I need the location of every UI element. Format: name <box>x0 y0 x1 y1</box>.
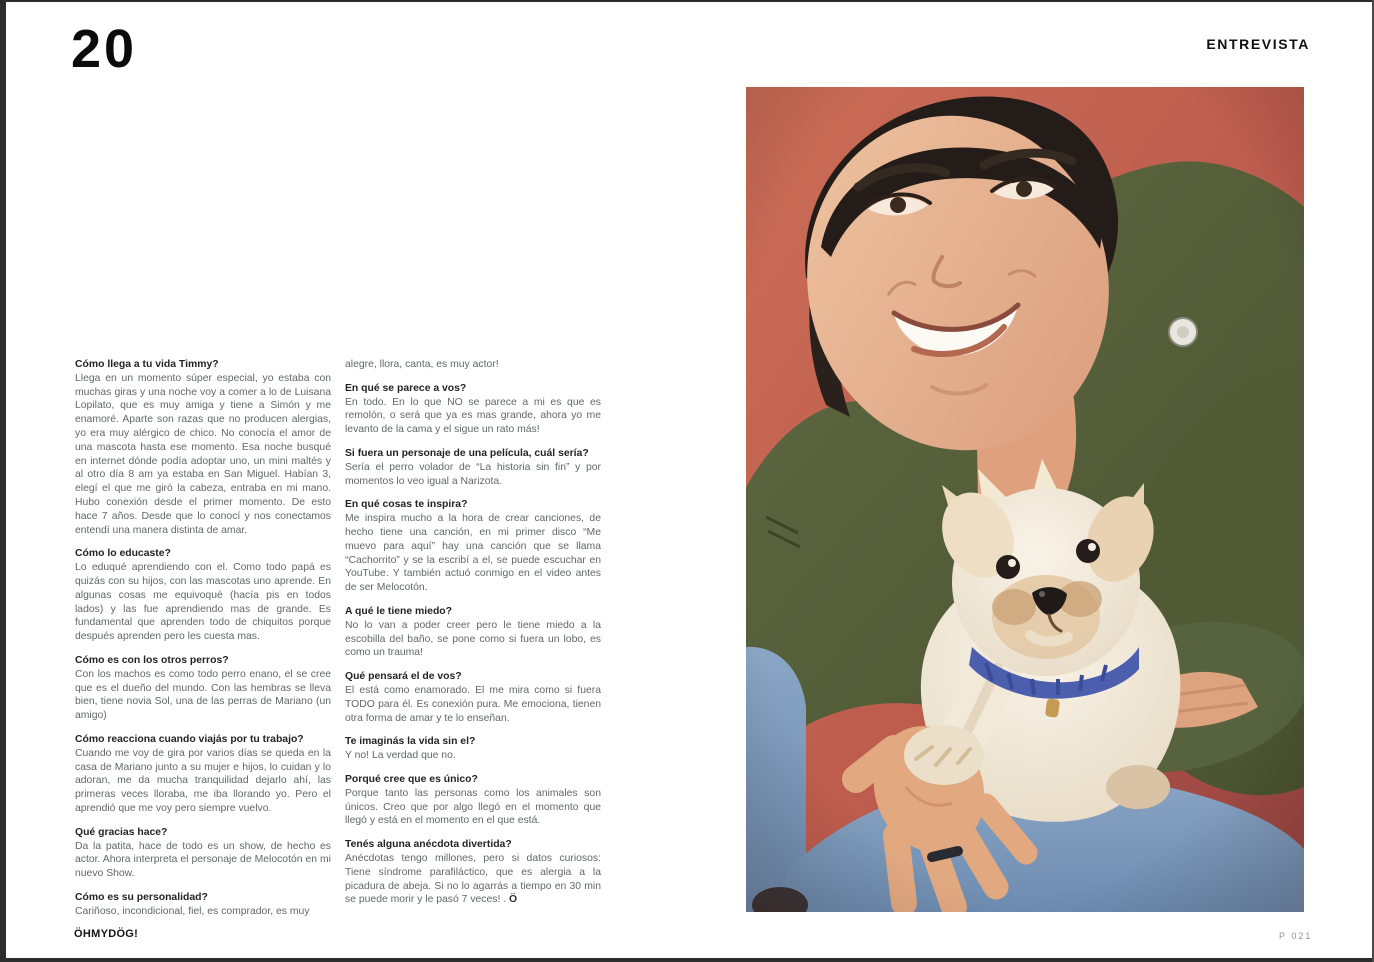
question: En qué se parece a vos? <box>345 382 467 394</box>
question: En qué cosas te inspira? <box>345 499 468 511</box>
qa-block <box>345 838 601 907</box>
article-body <box>75 358 602 918</box>
question: Cómo es su personalidad? <box>75 891 208 903</box>
question: Qué gracias hace? <box>75 826 168 838</box>
man-with-dog-illustration <box>746 87 1304 912</box>
answer-continuation: alegre, llora, canta, es muy actor! <box>345 359 499 370</box>
magazine-logo: ÖHMYDÖG! <box>74 928 139 940</box>
question: A qué le tiene miedo? <box>345 605 453 617</box>
answer: Me inspira mucho a la hora de crear canciones, de hecho tiene una canción, en mi primer disco “Me muevo para aquí” hay una canción que se llama “Cachorrito” y se la escribí a el, se puede escuchar en YouTube. Y también actuó conmigo en el video antes de ser Melocotón. <box>345 513 601 594</box>
interview-photo <box>746 87 1304 912</box>
article-end-mark-icon: Ö <box>509 894 518 906</box>
qa-block <box>75 654 331 723</box>
question: Te imaginás la vida sin el? <box>345 736 476 748</box>
qa-block <box>345 735 601 763</box>
answer: Cariñoso, incondicional, fiel, es comprador, es muy <box>75 905 310 917</box>
qa-block <box>75 826 331 881</box>
question: Cómo es con los otros perros? <box>75 654 229 666</box>
page-edge-left <box>0 0 6 962</box>
qa-block <box>75 358 331 537</box>
qa-block <box>345 447 601 488</box>
page-edge-bottom <box>0 958 1374 962</box>
qa-block <box>345 498 601 595</box>
question: Porqué cree que es único? <box>345 773 478 785</box>
qa-block <box>75 733 331 816</box>
answer: No lo van a poder creer pero le tiene miedo a la escobilla del baño, se pone como si fuera un lobo, es como un trauma! <box>345 619 601 659</box>
qa-block <box>345 605 601 660</box>
question: Qué pensará el de vos? <box>345 671 462 683</box>
answer: Porque tanto las personas como los animales son únicos. Creo que por algo llegó en el momento que llegó y está en el momento en el que está. <box>345 787 601 827</box>
answer: Llega en un momento súper especial, yo estaba con muchas giras y una noche voy a comer a lo de Luisana Lopilato, que es muy amiga y tiene a Simón y me enamoré. Aparte son razas que no producen alergias, yo era muy alérgico de chico. No conocía el amor de una mascota hasta ese momento. Esa noche busqué en internet dónde podía adoptar uno, un mini maltés y al otro día 8 am ya estaba en San Miguel. Habían 3, elegí el que me giró la cabeza, entraba en mi mano. Hubo conexión desde el primer momento. De esto hace 7 años. Desde que lo conocí y nos conectamos entendí una manera distinta de amar. <box>75 372 331 536</box>
answer: Da la patita, hace de todo es un show, de hecho es actor. Ahora interpreta el personaje de Melocotón en mi nuevo Show. <box>75 840 331 880</box>
qa-block <box>345 773 601 828</box>
footer-page-number: P 021 <box>1279 931 1313 941</box>
answer <box>345 852 601 907</box>
qa-block <box>75 891 331 918</box>
answer: El está como enamorado. El me mira como si fuera TODO para él. Es conexión pura. Me emociona, tienen otra forma de amar y te lo enseñan. <box>345 684 601 724</box>
question: Cómo reacciona cuando viajás por tu trabajo? <box>75 733 304 745</box>
answer: Y no! La verdad que no. <box>345 750 456 762</box>
qa-block <box>345 670 601 725</box>
section-label: ENTREVISTA <box>1206 36 1310 52</box>
text-column-2 <box>345 358 601 918</box>
text-column-1 <box>75 358 331 918</box>
question: Tenés alguna anécdota divertida? <box>345 839 512 851</box>
question: Si fuera un personaje de una película, cuál sería? <box>345 447 589 459</box>
question: Cómo lo educaste? <box>75 548 171 560</box>
answer: Con los machos es como todo perro enano, el se cree que es el dueño del mundo. Con las hembras se lleva bien, tiene novia Sol, una de las perras de Mariano (un amigo) <box>75 668 331 722</box>
answer: Cuando me voy de gira por varios días se queda en la casa de Mariano junto a su mujer e hijos, lo cuidan y lo adoran, me da mucha tranquilidad dejarlo ahí, las primeras veces lloraba, me iba llorando yo. Pero el aprendió que me voy pero siempre vuelvo. <box>75 747 331 814</box>
page-edge-top <box>0 0 1374 2</box>
answer-text: Anécdotas tengo millones, pero si datos curiosos: Tiene síndrome parafiláctico, que es alergia a la picadura de abeja. Si no lo agarrás a tiempo en 30 min se puede morir y le pasó 7 veces! . <box>345 852 601 906</box>
answer: Lo eduqué aprendiendo con el. Como todo papá es quizás con su hijos, con las mascotas uno aprende. En algunas cosas me equivoqué (hacía pis en todos lados) y las fue aprendiendo mas de grande. Es fundamental que aprenden todo de chiquitos porque después aprenden pero les cuesta mas. <box>75 562 331 643</box>
qa-block <box>75 547 331 644</box>
page-number: 20 <box>71 19 138 79</box>
qa-block <box>345 382 601 437</box>
answer: Sería el perro volador de “La historia sin fin” y por momentos lo veo igual a Narizota. <box>345 461 601 487</box>
answer: En todo. En lo que NO se parece a mi es que es remolón, o será que ya es mas grande, ahora yo me levanto de la cama y el sigue un rato más! <box>345 396 601 436</box>
question: Cómo llega a tu vida Timmy? <box>75 359 219 370</box>
